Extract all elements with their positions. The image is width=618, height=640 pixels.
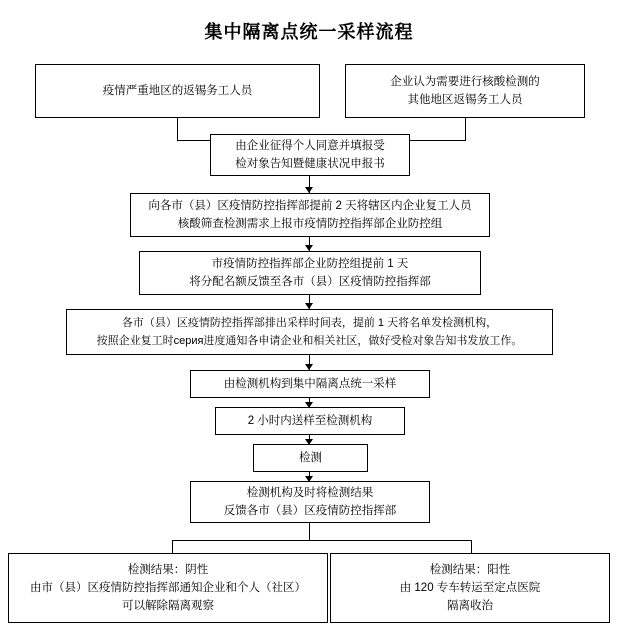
node-feedback bbox=[190, 481, 430, 523]
node-text: 企业认为需要进行核酸检测的 bbox=[390, 76, 540, 88]
node-text: 可以解除隔离观察 bbox=[122, 600, 214, 612]
node-text: 由市（县）区疫情防控指挥部通知企业和个人（社区） bbox=[30, 582, 306, 594]
node-result-negative bbox=[8, 553, 328, 623]
node-text: 按照企业复工时серия进度通知各申请企业和相关社区，做好受检对象告知书发放工作。 bbox=[96, 335, 523, 347]
node-sampling bbox=[190, 370, 430, 398]
page-title: 集中隔离点统一采样流程 bbox=[204, 22, 414, 42]
node-text: 由企业征得个人同意并填报受 bbox=[235, 140, 385, 152]
node-consent bbox=[210, 134, 410, 176]
node-source-right bbox=[345, 64, 585, 118]
node-schedule bbox=[66, 309, 553, 355]
node-report bbox=[130, 193, 490, 237]
node-text: 隔离收治 bbox=[447, 600, 493, 612]
node-source-left bbox=[35, 64, 320, 118]
connector bbox=[172, 540, 472, 541]
node-text: 反馈各市（县）区疫情防控指挥部 bbox=[223, 505, 397, 517]
connector bbox=[465, 118, 466, 140]
connector bbox=[309, 523, 310, 540]
node-text: 检测 bbox=[299, 452, 322, 464]
node-text: 检测结果：阴性 bbox=[127, 564, 209, 576]
node-text: 向各市（县）区疫情防控指挥部提前 2 天将辖区内企业复工人员 bbox=[148, 200, 472, 212]
node-text: 市疫情防控指挥部企业防控组提前 1 天 bbox=[211, 258, 409, 270]
node-text: 将分配名额反馈至各市（县）区疫情防控指挥部 bbox=[189, 276, 431, 288]
node-text: 检对象告知暨健康状况申报书 bbox=[235, 158, 385, 170]
connector bbox=[177, 118, 178, 140]
connector bbox=[471, 540, 472, 553]
node-quota bbox=[139, 251, 481, 295]
node-text: 其他地区返锡务工人员 bbox=[407, 94, 523, 106]
node-text: 检测机构及时将检测结果 bbox=[246, 487, 374, 499]
node-text: 检测结果：阳性 bbox=[429, 564, 511, 576]
node-text: 各市（县）区疫情防控指挥部排出采样时间表，提前 1 天将名单发检测机构， bbox=[121, 317, 498, 329]
node-test bbox=[253, 444, 368, 472]
node-transport bbox=[215, 407, 405, 435]
node-text: 由检测机构到集中隔离点统一采样 bbox=[223, 378, 397, 390]
node-text: 2 小时内送样至检测机构 bbox=[247, 415, 373, 427]
connector bbox=[172, 540, 173, 553]
node-text: 由 120 专车转运至定点医院 bbox=[399, 582, 541, 594]
node-text: 疫情严重地区的返锡务工人员 bbox=[102, 85, 253, 97]
node-text: 核酸筛查检测需求上报市疫情防控指挥部企业防控组 bbox=[177, 218, 443, 230]
node-result-positive bbox=[330, 553, 610, 623]
